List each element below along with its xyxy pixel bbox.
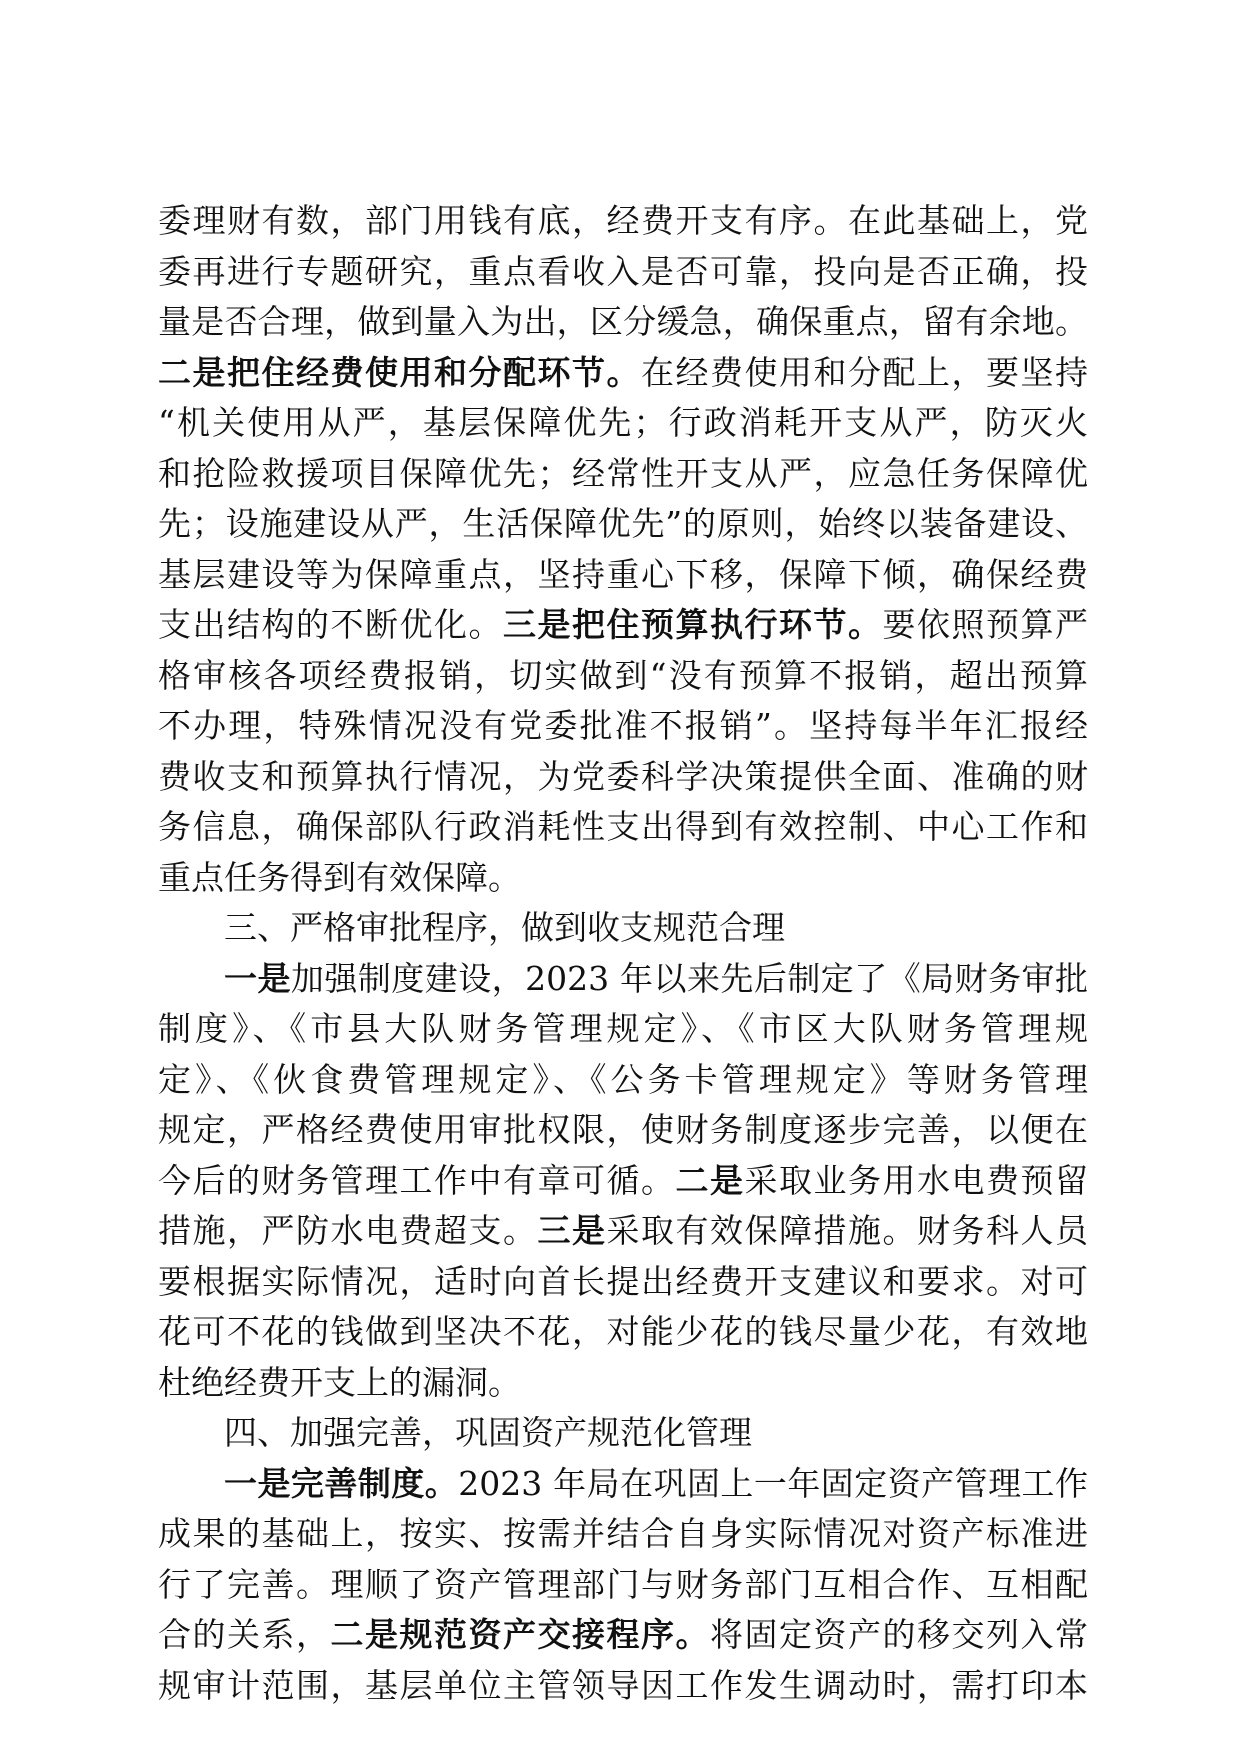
text-run: 采取业务用水电费预留	[744, 1160, 1088, 1200]
text-line	[158, 1206, 1088, 1257]
text-line	[158, 1156, 1088, 1207]
text-run: 杜绝经费开支上的漏洞。	[158, 1362, 521, 1402]
text-run: 花可不花的钱做到坚决不花，对能少花的钱尽量少花，有效地	[158, 1312, 1088, 1351]
text-run: 2023 年局在巩固上一年固定资产管理工作	[458, 1463, 1088, 1503]
text-run: 规定，严格经费使用审批权限，使财务制度逐步完善，以便在	[158, 1110, 1088, 1149]
text-run: 费收支和预算执行情况，为党委科学决策提供全面、准确的财	[158, 756, 1088, 796]
text-line	[158, 196, 1088, 247]
text-run: 和抢险救援项目保障优先；经常性开支从严，应急任务保障优	[158, 453, 1088, 493]
text-line	[158, 1509, 1088, 1560]
text-run: 在经费使用和分配上，要坚持	[641, 352, 1088, 392]
bold-run: 一是	[224, 958, 291, 998]
body-text	[158, 196, 1088, 1711]
text-line	[158, 1610, 1088, 1661]
text-line	[158, 600, 1088, 651]
section-heading	[158, 903, 1088, 954]
section-heading	[158, 1408, 1088, 1459]
text-run: 制度》、《市县大队财务管理规定》、《市区大队财务管理规	[158, 1009, 1088, 1048]
text-line	[158, 1358, 1088, 1409]
text-run: 措施，严防水电费超支。	[158, 1211, 538, 1250]
text-run: 加强制度建设，2023 年以来先后制定了《局财务审批	[290, 958, 1088, 998]
text-line	[158, 348, 1088, 399]
text-line	[158, 550, 1088, 601]
text-run: 定》、《伙食费管理规定》、《公务卡管理规定》等财务管理	[158, 1059, 1088, 1099]
text-run: 先；设施建设从严，生活保障优先”的原则，始终以装备建设、	[158, 504, 1088, 543]
text-line	[158, 1459, 1088, 1510]
text-run: 成果的基础上，按实、按需并结合自身实际情况对资产标准进	[158, 1514, 1088, 1553]
text-line	[158, 651, 1088, 702]
text-run: 不办理，特殊情况没有党委批准不报销”。坚持每半年汇报经	[158, 706, 1088, 745]
text-line	[158, 752, 1088, 803]
text-run: 将固定资产的移交列入常	[710, 1615, 1088, 1654]
text-run: 委理财有数，部门用钱有底，经费开支有序。在此基础上，党	[158, 201, 1088, 240]
bold-run: 二是规范资产交接程序。	[330, 1615, 710, 1654]
bold-run: 一是完善制度。	[224, 1463, 459, 1503]
text-run: 合的关系，	[158, 1615, 331, 1654]
text-line	[158, 701, 1088, 752]
text-run: 三、严格审批程序，做到收支规范合理	[224, 908, 785, 947]
bold-run: 三是把住预算执行环节。	[503, 605, 883, 644]
text-run: “机关使用从严，基层保障优先；行政消耗开支从严，防灭火	[158, 403, 1088, 442]
text-line	[158, 1560, 1088, 1611]
text-line	[158, 853, 1088, 904]
text-line	[158, 499, 1088, 550]
text-run: 量是否合理，做到量入为出，区分缓急，确保重点，留有余地。	[158, 302, 1088, 341]
bold-run: 二是把住经费使用和分配环节。	[158, 352, 641, 392]
text-line	[158, 449, 1088, 500]
bold-run: 二是	[675, 1160, 745, 1200]
text-run: 规审计范围，基层单位主管领导因工作发生调动时，需打印本	[158, 1665, 1088, 1705]
text-line	[158, 1105, 1088, 1156]
text-run: 务信息，确保部队行政消耗性支出得到有效控制、中心工作和	[158, 807, 1088, 846]
text-line	[158, 1257, 1088, 1308]
bold-run: 三是	[537, 1211, 607, 1250]
text-run: 委再进行专题研究，重点看收入是否可靠，投向是否正确，投	[158, 251, 1088, 291]
text-run: 采取有效保障措施。财务科人员	[606, 1211, 1088, 1250]
text-line	[158, 1307, 1088, 1358]
text-run: 格审核各项经费报销，切实做到“没有预算不报销，超出预算	[158, 655, 1088, 695]
text-line	[158, 297, 1088, 348]
text-run: 要根据实际情况，适时向首长提出经费开支建议和要求。对可	[158, 1261, 1088, 1301]
text-line	[158, 247, 1088, 298]
text-run: 要依照预算严	[882, 605, 1088, 644]
text-line	[158, 1661, 1088, 1712]
text-line	[158, 1004, 1088, 1055]
text-run: 今后的财务管理工作中有章可循。	[158, 1160, 676, 1200]
text-line	[158, 1055, 1088, 1106]
text-run: 行了完善。理顺了资产管理部门与财务部门互相合作、互相配	[158, 1564, 1088, 1604]
text-run: 支出结构的不断优化。	[158, 605, 503, 644]
text-line	[158, 802, 1088, 853]
text-line	[158, 398, 1088, 449]
text-run: 四、加强完善，巩固资产规范化管理	[224, 1413, 752, 1452]
text-run: 重点任务得到有效保障。	[158, 857, 521, 897]
text-run: 基层建设等为保障重点，坚持重心下移，保障下倾，确保经费	[158, 554, 1088, 594]
text-line	[158, 954, 1088, 1005]
